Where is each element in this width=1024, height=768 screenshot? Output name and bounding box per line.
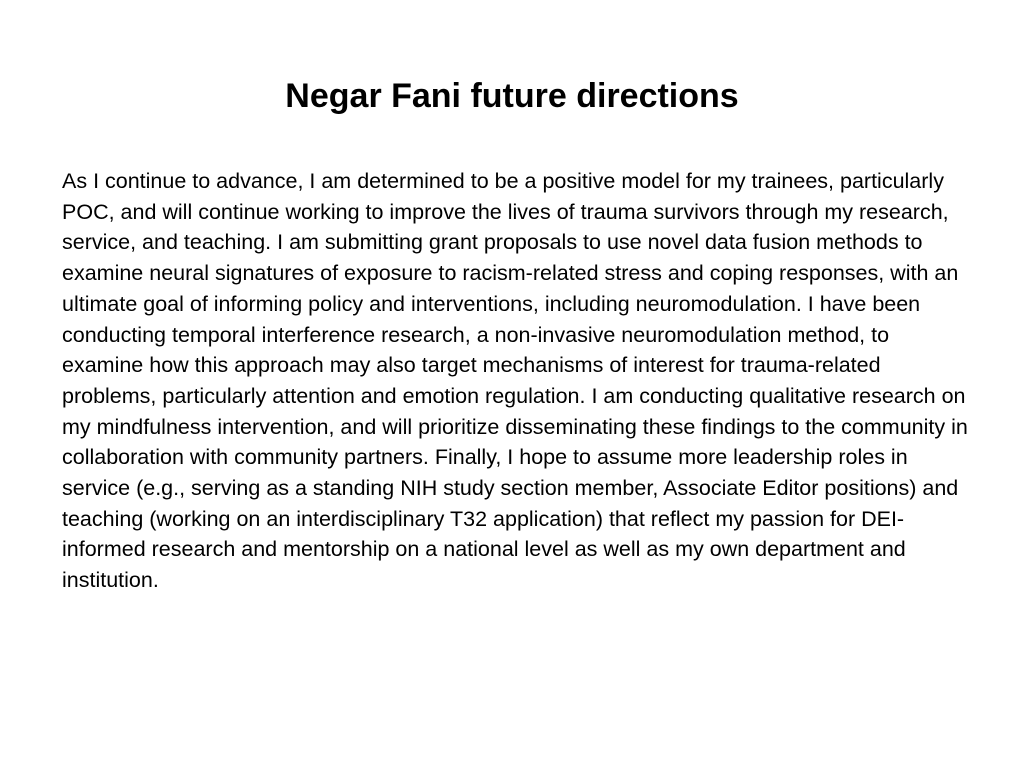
slide-body-paragraph: As I continue to advance, I am determined to be a positive model for my trainees, particularly POC, and will continue working to improve the lives of trauma survivors through my research, service, and teaching. I am submitting grant proposals to use novel data fusion methods to examine neural signatures of exposure to racism-related stress and coping responses, with an ultimate goal of informing policy and interventions, including neuromodulation. I have been conducting temporal interference research, a non-invasive neuromodulation method, to examine how this approach may also target mechanisms of interest for trauma-related problems, particularly attention and emotion regulation. I am conducting qualitative research on my mindfulness intervention, and will prioritize disseminating these findings to the community in collaboration with community partners. Finally, I hope to assume more leadership roles in service (e.g., serving as a standing NIH study section member, Associate Editor positions) and teaching (working on an interdisciplinary T32 application) that reflect my passion for DEI-informed research and mentorship on a national level as well as my own department and institution. xyxy=(62,169,968,593)
slide-title: Negar Fani future directions xyxy=(285,77,739,115)
